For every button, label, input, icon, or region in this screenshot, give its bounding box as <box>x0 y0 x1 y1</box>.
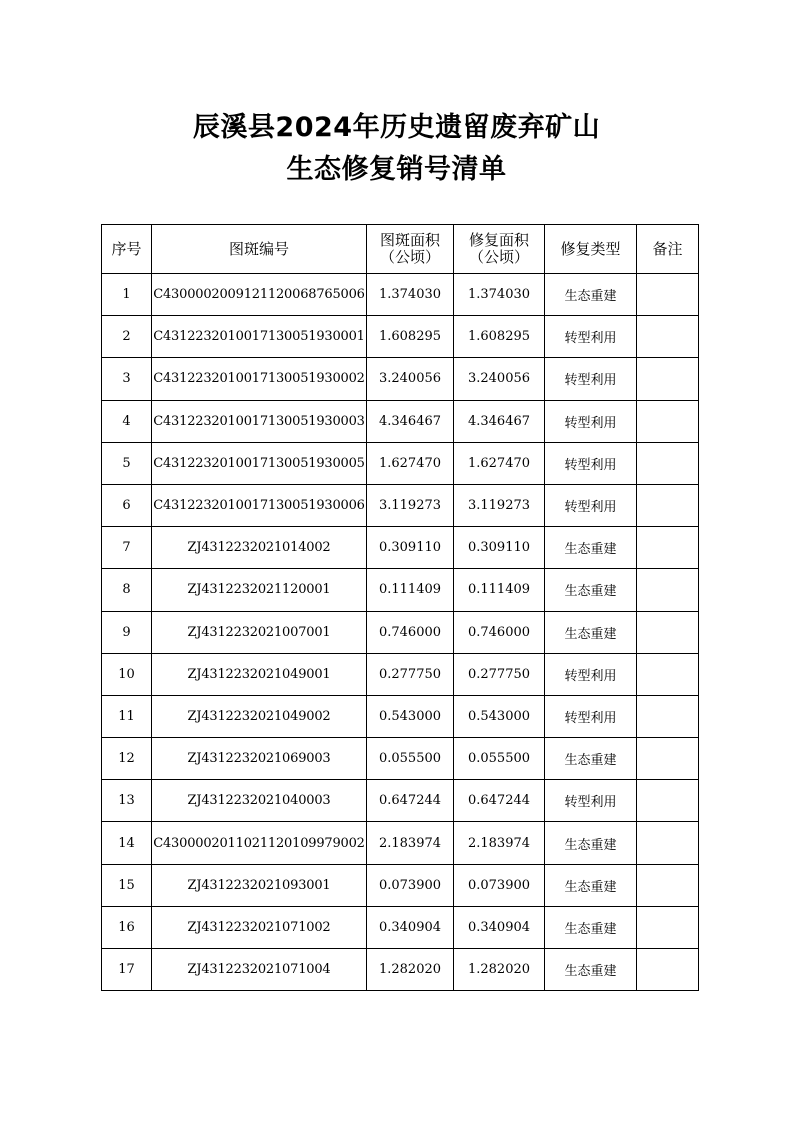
cell-patch-area: 0.055500 <box>367 738 454 780</box>
header-note: 备注 <box>637 225 699 274</box>
cell-note <box>637 358 699 400</box>
cell-repair-area: 0.111409 <box>454 569 545 611</box>
header-repair-area <box>454 225 545 274</box>
table-row <box>102 442 699 484</box>
cell-patch-area: 3.240056 <box>367 358 454 400</box>
cell-repair-type: 生态重建 <box>545 864 637 906</box>
cell-repair-type: 生态重建 <box>545 822 637 864</box>
cell-repair-area: 3.240056 <box>454 358 545 400</box>
cell-repair-type: 生态重建 <box>545 906 637 948</box>
cell-patch-area: 1.374030 <box>367 274 454 316</box>
cell-note <box>637 569 699 611</box>
cell-index: 3 <box>102 358 152 400</box>
cell-repair-area: 0.277750 <box>454 653 545 695</box>
cell-code: ZJ4312232021120001 <box>152 569 367 611</box>
cell-repair-type: 转型利用 <box>545 316 637 358</box>
cell-patch-area: 1.282020 <box>367 949 454 991</box>
cell-repair-type: 转型利用 <box>545 653 637 695</box>
cell-note <box>637 653 699 695</box>
header-repair-type: 修复类型 <box>545 225 637 274</box>
cell-repair-area: 1.282020 <box>454 949 545 991</box>
cell-index: 16 <box>102 906 152 948</box>
cell-index: 1 <box>102 274 152 316</box>
cell-repair-type: 生态重建 <box>545 949 637 991</box>
cell-repair-type: 生态重建 <box>545 569 637 611</box>
header-code: 图斑编号 <box>152 225 367 274</box>
header-repair-area-unit: （公顷） <box>468 248 529 266</box>
cell-note <box>637 611 699 653</box>
cell-code: C4312232010017130051930006 <box>152 484 367 526</box>
table-row <box>102 822 699 864</box>
cell-patch-area: 0.277750 <box>367 653 454 695</box>
table-header-row <box>102 225 699 274</box>
cell-patch-area: 0.746000 <box>367 611 454 653</box>
table-row <box>102 400 699 442</box>
cell-repair-type: 生态重建 <box>545 611 637 653</box>
cell-repair-type: 转型利用 <box>545 442 637 484</box>
cell-code: ZJ4312232021049002 <box>152 695 367 737</box>
cell-code: C4300002011021120109979002 <box>152 822 367 864</box>
cell-note <box>637 442 699 484</box>
cell-index: 14 <box>102 822 152 864</box>
cell-note <box>637 906 699 948</box>
cell-index: 11 <box>102 695 152 737</box>
cell-repair-area: 0.647244 <box>454 780 545 822</box>
cell-patch-area: 0.111409 <box>367 569 454 611</box>
cell-index: 4 <box>102 400 152 442</box>
table-row <box>102 653 699 695</box>
document-title-line-1: 辰溪县2024年历史遗留废弃矿山 <box>192 112 601 143</box>
cell-index: 15 <box>102 864 152 906</box>
cell-note <box>637 864 699 906</box>
header-index: 序号 <box>102 225 152 274</box>
cell-note <box>637 738 699 780</box>
cell-index: 8 <box>102 569 152 611</box>
cell-repair-area: 0.746000 <box>454 611 545 653</box>
cell-index: 5 <box>102 442 152 484</box>
header-repair-area-label: 修复面积 <box>468 231 529 249</box>
cell-note <box>637 780 699 822</box>
cell-index: 2 <box>102 316 152 358</box>
table-row <box>102 611 699 653</box>
cell-code: C4312232010017130051930005 <box>152 442 367 484</box>
cell-patch-area: 0.309110 <box>367 527 454 569</box>
table-row <box>102 484 699 526</box>
cell-patch-area: 0.340904 <box>367 906 454 948</box>
table-row <box>102 695 699 737</box>
cell-code: ZJ4312232021069003 <box>152 738 367 780</box>
cell-repair-area: 1.627470 <box>454 442 545 484</box>
cell-patch-area: 2.183974 <box>367 822 454 864</box>
cell-index: 17 <box>102 949 152 991</box>
cell-repair-area: 0.073900 <box>454 864 545 906</box>
cell-repair-area: 3.119273 <box>454 484 545 526</box>
cell-code: C4312232010017130051930003 <box>152 400 367 442</box>
document-title-line-2: 生态修复销号清单 <box>286 154 507 185</box>
header-patch-area-unit: （公顷） <box>379 248 440 266</box>
cell-repair-type: 生态重建 <box>545 274 637 316</box>
cell-code: C4312232010017130051930002 <box>152 358 367 400</box>
cell-note <box>637 822 699 864</box>
cell-index: 9 <box>102 611 152 653</box>
cell-index: 7 <box>102 527 152 569</box>
cell-patch-area: 0.073900 <box>367 864 454 906</box>
mine-list-table <box>101 224 699 991</box>
cell-repair-type: 转型利用 <box>545 400 637 442</box>
table-row <box>102 569 699 611</box>
cell-code: C4300002009121120068765006 <box>152 274 367 316</box>
cell-patch-area: 4.346467 <box>367 400 454 442</box>
table-row <box>102 358 699 400</box>
cell-patch-area: 0.543000 <box>367 695 454 737</box>
table-row <box>102 780 699 822</box>
cell-repair-area: 1.608295 <box>454 316 545 358</box>
cell-note <box>637 695 699 737</box>
table-row <box>102 274 699 316</box>
cell-note <box>637 400 699 442</box>
cell-repair-area: 0.543000 <box>454 695 545 737</box>
table-row <box>102 527 699 569</box>
cell-repair-type: 转型利用 <box>545 780 637 822</box>
cell-index: 12 <box>102 738 152 780</box>
cell-patch-area: 1.627470 <box>367 442 454 484</box>
cell-index: 10 <box>102 653 152 695</box>
header-patch-area-label: 图斑面积 <box>379 231 440 249</box>
cell-index: 13 <box>102 780 152 822</box>
cell-code: ZJ4312232021014002 <box>152 527 367 569</box>
cell-code: ZJ4312232021093001 <box>152 864 367 906</box>
cell-repair-type: 转型利用 <box>545 484 637 526</box>
cell-repair-type: 转型利用 <box>545 695 637 737</box>
cell-patch-area: 3.119273 <box>367 484 454 526</box>
cell-note <box>637 484 699 526</box>
table-row <box>102 864 699 906</box>
cell-index: 6 <box>102 484 152 526</box>
table-body <box>102 274 699 991</box>
cell-note <box>637 274 699 316</box>
cell-repair-area: 2.183974 <box>454 822 545 864</box>
cell-repair-area: 0.340904 <box>454 906 545 948</box>
cell-repair-area: 0.055500 <box>454 738 545 780</box>
cell-code: ZJ4312232021071002 <box>152 906 367 948</box>
table-row <box>102 738 699 780</box>
cell-repair-type: 生态重建 <box>545 527 637 569</box>
cell-repair-type: 转型利用 <box>545 358 637 400</box>
cell-repair-area: 4.346467 <box>454 400 545 442</box>
cell-repair-area: 0.309110 <box>454 527 545 569</box>
cell-code: C4312232010017130051930001 <box>152 316 367 358</box>
cell-code: ZJ4312232021007001 <box>152 611 367 653</box>
cell-note <box>637 316 699 358</box>
table-row <box>102 949 699 991</box>
cell-code: ZJ4312232021040003 <box>152 780 367 822</box>
cell-patch-area: 0.647244 <box>367 780 454 822</box>
cell-note <box>637 527 699 569</box>
cell-code: ZJ4312232021049001 <box>152 653 367 695</box>
cell-patch-area: 1.608295 <box>367 316 454 358</box>
header-patch-area <box>367 225 454 274</box>
cell-repair-area: 1.374030 <box>454 274 545 316</box>
cell-code: ZJ4312232021071004 <box>152 949 367 991</box>
table-row <box>102 906 699 948</box>
cell-note <box>637 949 699 991</box>
cell-repair-type: 生态重建 <box>545 738 637 780</box>
table-row <box>102 316 699 358</box>
